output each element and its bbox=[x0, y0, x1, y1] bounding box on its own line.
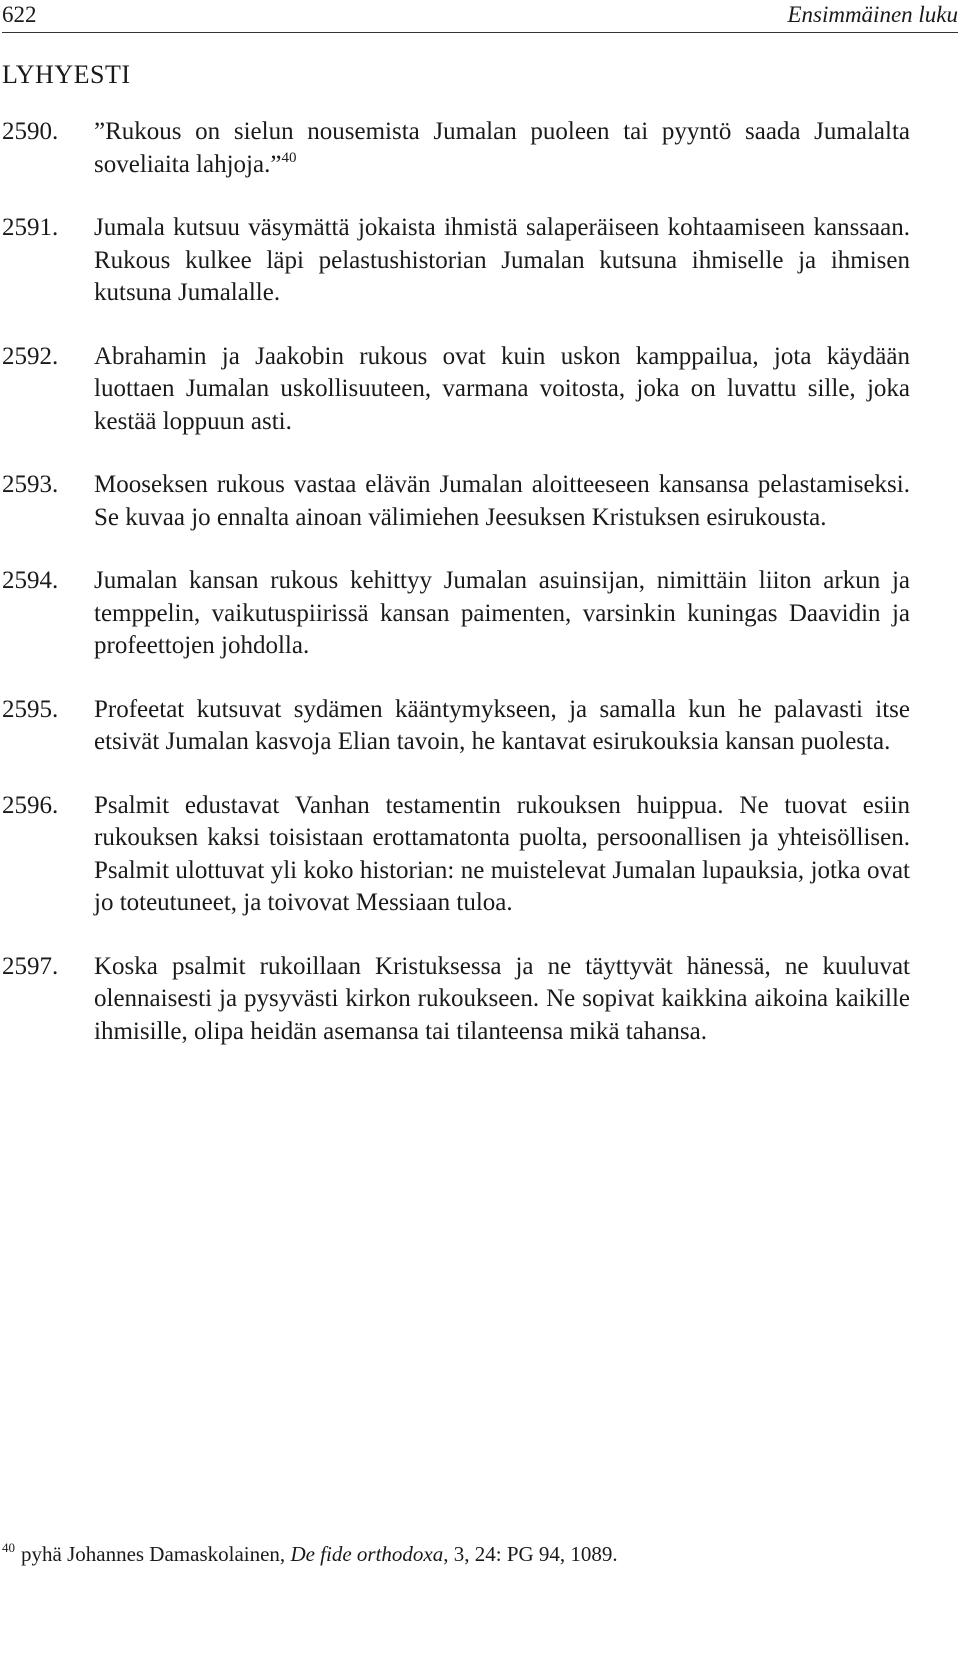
paragraph-text: Profeetat kutsuvat sydämen kääntymykseen, ja samalla kun he palavasti itse etsivät Jumalan kasvoja Elian tavoin, he kantavat esirukouksia kansan puolesta. bbox=[94, 695, 910, 755]
footnote-text-after: , 3, 24: PG 94, 1089. bbox=[443, 1542, 618, 1566]
paragraph-text: Psalmit edustavat Vanhan testamentin rukouksen huippua. Ne tuovat esiin rukouksen kaksi toisistaan erottamatonta puolta, persoonallisen ja yhteisöllisen. Psalmit ulottuvat yli koko historian: ne muistelevat Jumalan lupauksia, jotka ovat jo toteutuneet, ja toivovat Messiaan tuloa. bbox=[94, 791, 910, 916]
paragraph-number: 2596. bbox=[2, 791, 59, 819]
paragraph-2595 bbox=[2, 694, 910, 759]
paragraph-text: Jumalan kansan rukous kehittyy Jumalan asuinsijan, nimittäin liiton arkun ja temppelin, vaikutuspiirissä kansan paimenten, varsinkin kuningas Daavidin ja profeettojen johdolla. bbox=[94, 567, 910, 659]
paragraph-text: Abrahamin ja Jaakobin rukous ovat kuin uskon kamppailua, jota käydään luottaen Jumalan uskollisuuteen, varmana voitosta, joka on luvattu sille, joka kestää loppuun asti. bbox=[94, 342, 910, 435]
paragraph-number: 2593. bbox=[2, 471, 59, 498]
paragraph-text: Koska psalmit rukoillaan Kristuksessa ja ne täyttyvät hänessä, ne kuuluvat olennaisesti ja pysyvästi kirkon rukoukseen. Ne sopivat kaikkina aikoina kaikille ihmisille, olipa heidän asemansa tai tilanteensa mikä tahansa. bbox=[94, 952, 910, 1045]
paragraph-text bbox=[94, 116, 910, 181]
running-head bbox=[2, 0, 958, 33]
footnote-reference[interactable]: 40 bbox=[281, 149, 297, 166]
footnote-work-title: De fide orthodoxa bbox=[290, 1542, 444, 1566]
footnote-text-before: pyhä Johannes Damaskolainen, bbox=[21, 1542, 291, 1566]
page-number: 622 bbox=[2, 2, 37, 27]
paragraph-2594 bbox=[2, 565, 910, 663]
paragraph-text: Mooseksen rukous vastaa elävän Jumalan aloitteeseen kansansa pelastamiseksi. Se kuvaa jo ennalta ainoan välimiehen Jeesuksen Kristuksen esirukousta. bbox=[94, 471, 910, 531]
paragraph-2590 bbox=[2, 116, 910, 181]
footnote-marker: 40 bbox=[2, 1540, 15, 1555]
chapter-title: Ensimmäinen luku bbox=[787, 2, 958, 27]
paragraph-number: 2592. bbox=[2, 342, 59, 370]
paragraph-number: 2597. bbox=[2, 952, 59, 980]
paragraph-number: 2591. bbox=[2, 214, 59, 241]
paragraph-2596 bbox=[2, 790, 910, 920]
footnote-40 bbox=[2, 1540, 910, 1568]
summary-paragraphs bbox=[2, 116, 910, 1079]
paragraph-2591 bbox=[2, 212, 910, 310]
paragraph-number: 2594. bbox=[2, 567, 59, 594]
paragraph-number: 2595. bbox=[2, 695, 59, 723]
paragraph-text-content: ”Rukous on sielun nousemista Jumalan puoleen tai pyyntö saada Jumalalta soveliaita lahjoja.” bbox=[94, 118, 910, 178]
section-heading: LYHYESTI bbox=[2, 60, 131, 89]
paragraph-2592 bbox=[2, 341, 910, 439]
paragraph-number: 2590. bbox=[2, 118, 59, 145]
paragraph-2593 bbox=[2, 469, 910, 534]
paragraph-2597 bbox=[2, 951, 910, 1049]
paragraph-text: Jumala kutsuu väsymättä jokaista ihmistä salaperäiseen kohtaamiseen kanssaan. Rukous kulkee läpi pelastushistorian Jumalan kutsuna ihmiselle ja ihmisen kutsuna Jumalalle. bbox=[94, 214, 910, 306]
